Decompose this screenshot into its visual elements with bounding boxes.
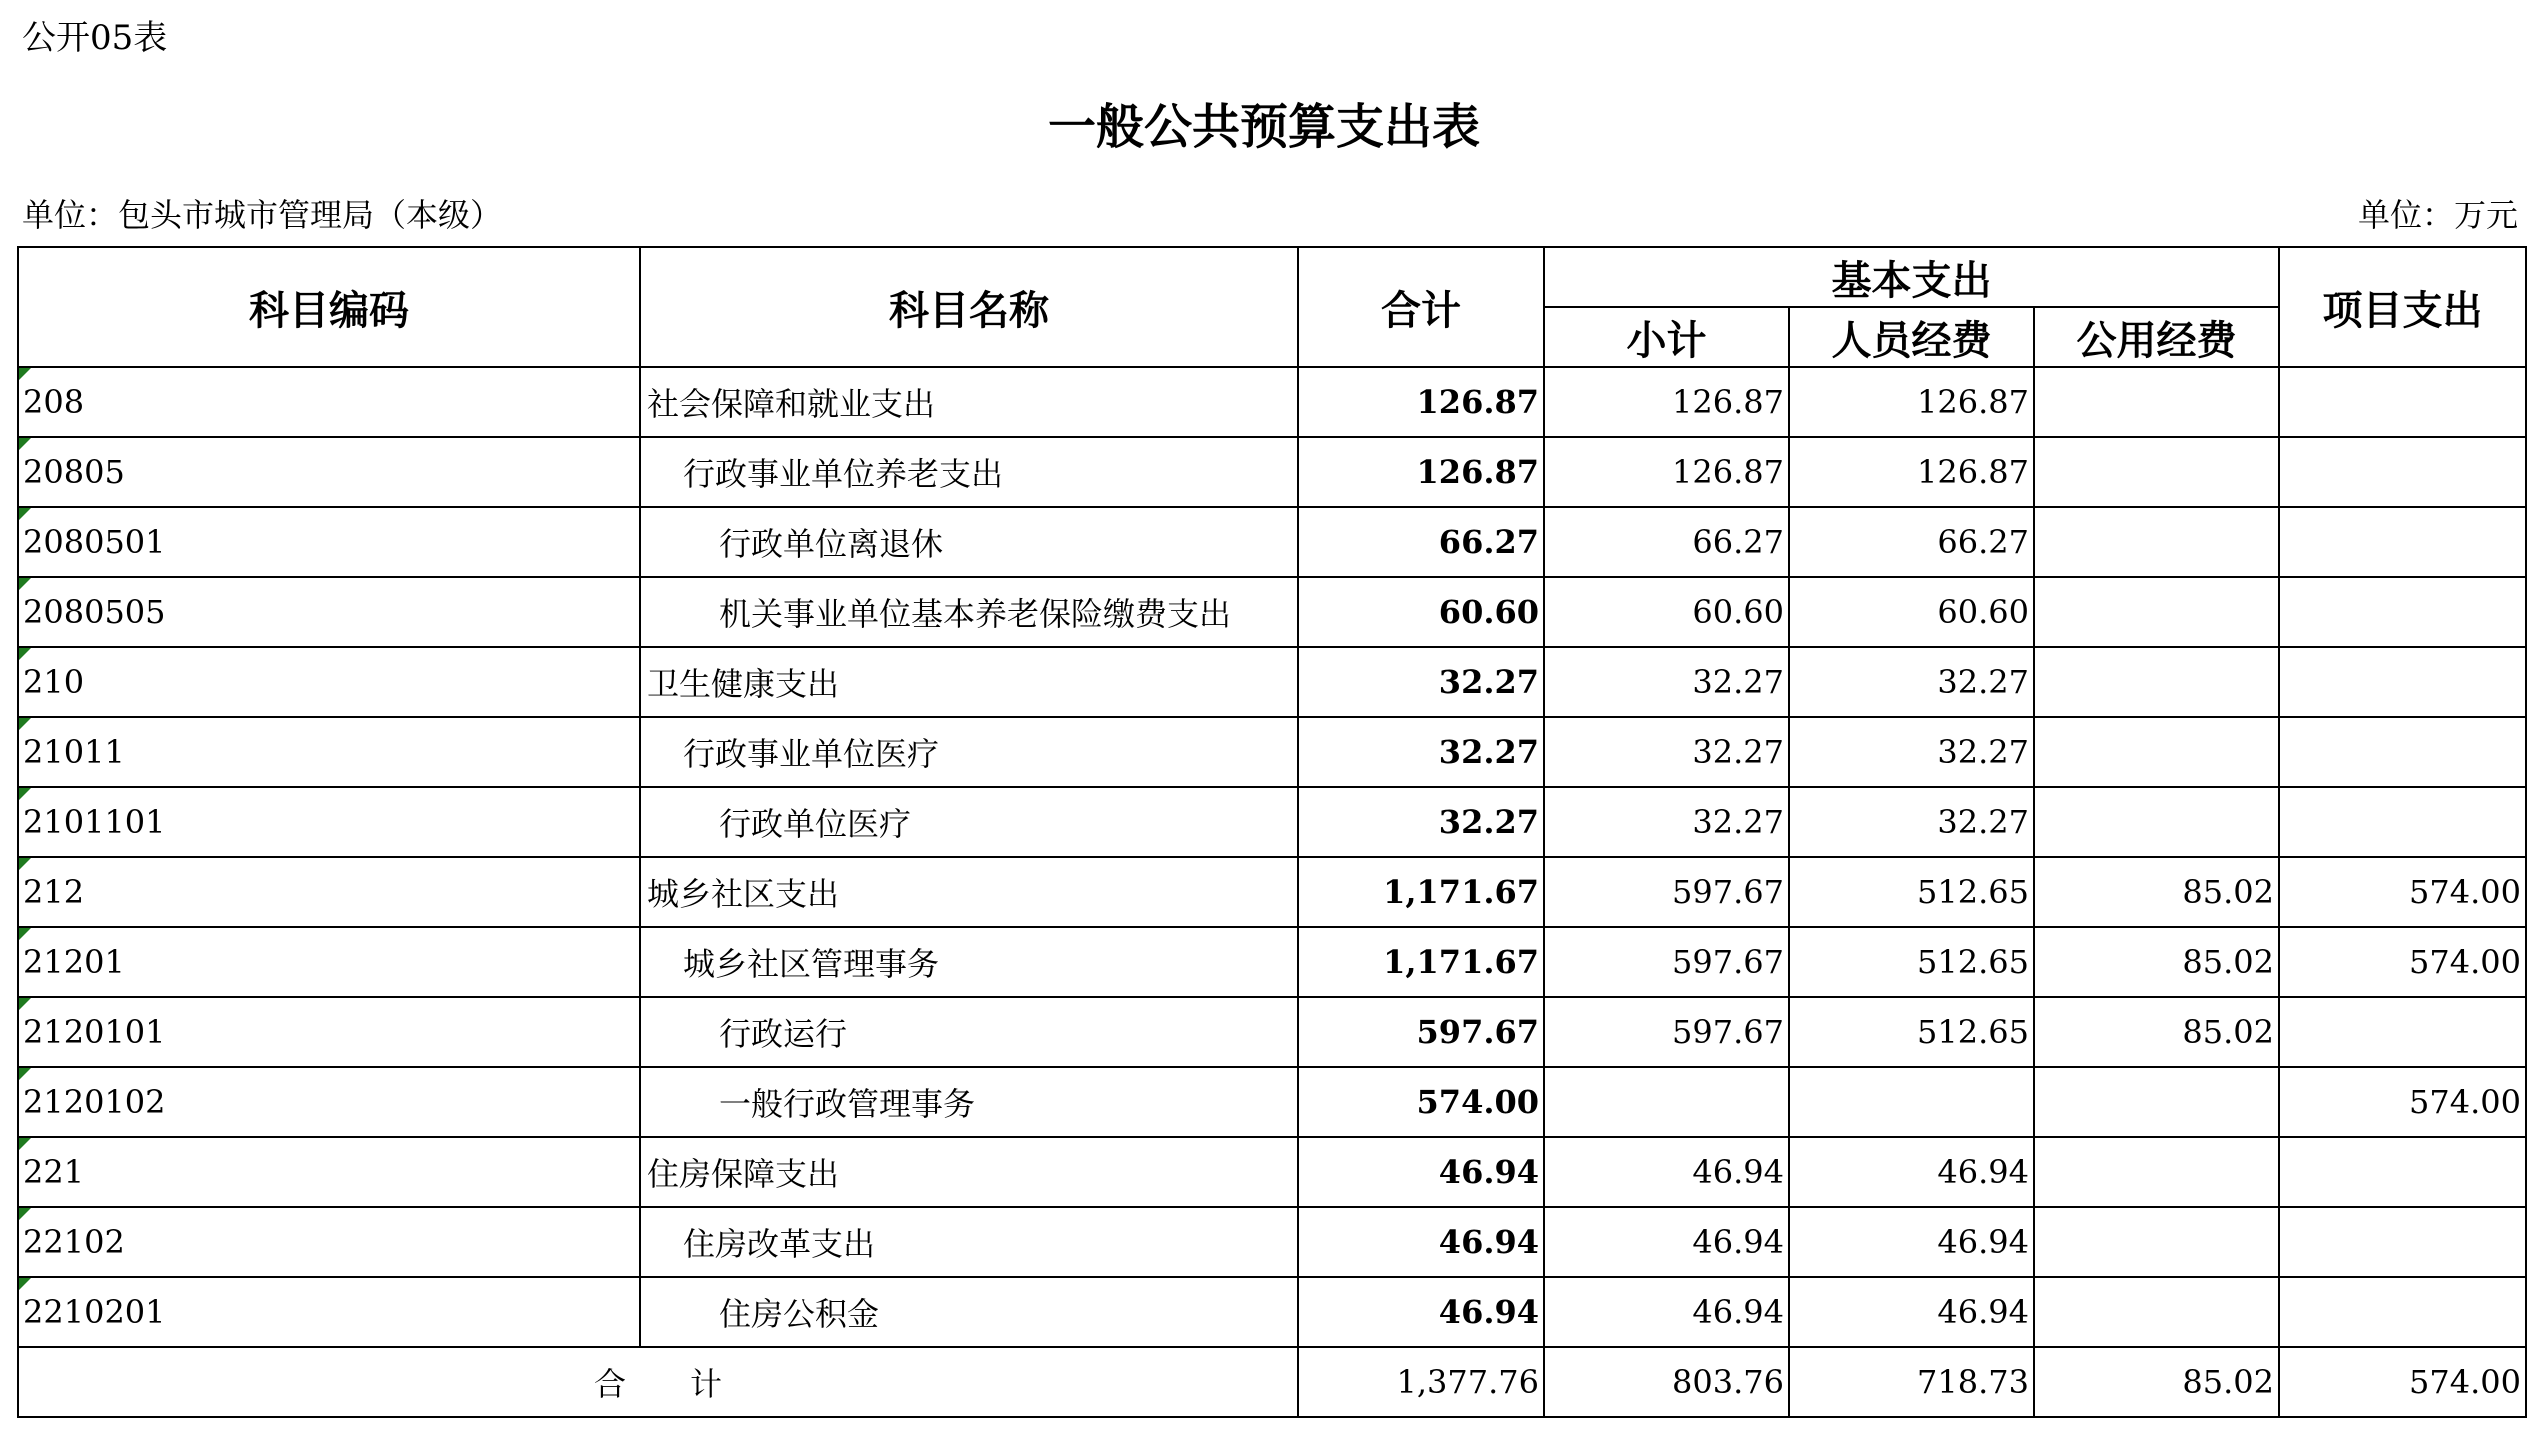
cell-public <box>2034 1277 2279 1347</box>
cell-name: 城乡社区支出 <box>640 857 1298 927</box>
cell-name: 行政事业单位医疗 <box>640 717 1298 787</box>
cell-total: 597.67 <box>1298 997 1544 1067</box>
header-public: 公用经费 <box>2034 307 2279 367</box>
header-project: 项目支出 <box>2279 247 2526 367</box>
table-row <box>18 1207 2526 1277</box>
cell-name: 社会保障和就业支出 <box>640 367 1298 437</box>
cell-subtotal: 60.60 <box>1544 577 1789 647</box>
cell-subtotal: 126.87 <box>1544 367 1789 437</box>
cell-project <box>2279 1137 2526 1207</box>
cell-public <box>2034 507 2279 577</box>
cell-public <box>2034 367 2279 437</box>
cell-project <box>2279 367 2526 437</box>
cell-total: 60.60 <box>1298 577 1544 647</box>
cell-public: 85.02 <box>2034 927 2279 997</box>
summary-public: 85.02 <box>2034 1347 2279 1417</box>
cell-subtotal: 32.27 <box>1544 787 1789 857</box>
table-row <box>18 1277 2526 1347</box>
cell-total: 1,171.67 <box>1298 927 1544 997</box>
cell-project: 574.00 <box>2279 927 2526 997</box>
table-row <box>18 1137 2526 1207</box>
table-row <box>18 367 2526 437</box>
unit-organization: 单位：包头市城市管理局（本级） <box>22 196 503 234</box>
cell-name: 住房改革支出 <box>640 1207 1298 1277</box>
cell-public: 85.02 <box>2034 857 2279 927</box>
cell-personnel: 512.65 <box>1789 927 2034 997</box>
cell-project <box>2279 577 2526 647</box>
table-row <box>18 647 2526 717</box>
cell-personnel: 60.60 <box>1789 577 2034 647</box>
cell-name: 一般行政管理事务 <box>640 1067 1298 1137</box>
table-row <box>18 577 2526 647</box>
cell-total: 32.27 <box>1298 787 1544 857</box>
cell-personnel: 32.27 <box>1789 787 2034 857</box>
cell-public <box>2034 577 2279 647</box>
cell-personnel: 66.27 <box>1789 507 2034 577</box>
header-basic: 基本支出 <box>1544 247 2279 307</box>
cell-personnel: 46.94 <box>1789 1277 2034 1347</box>
cell-code: 2210201 <box>18 1277 640 1347</box>
cell-total: 46.94 <box>1298 1137 1544 1207</box>
cell-subtotal: 46.94 <box>1544 1207 1789 1277</box>
cell-total: 32.27 <box>1298 717 1544 787</box>
cell-subtotal: 66.27 <box>1544 507 1789 577</box>
cell-name: 行政运行 <box>640 997 1298 1067</box>
cell-total: 1,171.67 <box>1298 857 1544 927</box>
cell-total: 126.87 <box>1298 437 1544 507</box>
cell-name: 卫生健康支出 <box>640 647 1298 717</box>
cell-code: 2120101 <box>18 997 640 1067</box>
cell-subtotal: 32.27 <box>1544 717 1789 787</box>
unit-currency: 单位：万元 <box>2357 196 2518 234</box>
cell-project <box>2279 1277 2526 1347</box>
page-title: 一般公共预算支出表 <box>1047 99 1480 155</box>
table-row <box>18 437 2526 507</box>
cell-code: 2080501 <box>18 507 640 577</box>
cell-subtotal: 46.94 <box>1544 1137 1789 1207</box>
table-row <box>18 857 2526 927</box>
cell-personnel: 512.65 <box>1789 857 2034 927</box>
cell-name: 行政事业单位养老支出 <box>640 437 1298 507</box>
form-number: 公开05表 <box>22 18 168 58</box>
cell-personnel: 32.27 <box>1789 717 2034 787</box>
cell-subtotal: 32.27 <box>1544 647 1789 717</box>
cell-project <box>2279 507 2526 577</box>
table-row <box>18 787 2526 857</box>
cell-code: 2120102 <box>18 1067 640 1137</box>
cell-name: 住房公积金 <box>640 1277 1298 1347</box>
header-subtotal: 小计 <box>1544 307 1789 367</box>
cell-project <box>2279 437 2526 507</box>
cell-personnel <box>1789 1067 2034 1137</box>
summary-row <box>18 1347 2526 1417</box>
budget-table <box>17 246 2527 1418</box>
cell-personnel: 126.87 <box>1789 367 2034 437</box>
cell-public <box>2034 1207 2279 1277</box>
cell-code: 212 <box>18 857 640 927</box>
cell-public <box>2034 647 2279 717</box>
cell-code: 22102 <box>18 1207 640 1277</box>
cell-name: 行政单位医疗 <box>640 787 1298 857</box>
table-row <box>18 507 2526 577</box>
cell-name: 机关事业单位基本养老保险缴费支出 <box>640 577 1298 647</box>
cell-public <box>2034 1067 2279 1137</box>
cell-public <box>2034 1137 2279 1207</box>
cell-public <box>2034 437 2279 507</box>
cell-public <box>2034 717 2279 787</box>
table-row <box>18 927 2526 997</box>
cell-name: 住房保障支出 <box>640 1137 1298 1207</box>
cell-subtotal: 597.67 <box>1544 857 1789 927</box>
cell-code: 2101101 <box>18 787 640 857</box>
cell-subtotal: 46.94 <box>1544 1277 1789 1347</box>
cell-total: 574.00 <box>1298 1067 1544 1137</box>
cell-project: 574.00 <box>2279 857 2526 927</box>
cell-code: 21201 <box>18 927 640 997</box>
cell-total: 32.27 <box>1298 647 1544 717</box>
summary-subtotal: 803.76 <box>1544 1347 1789 1417</box>
cell-personnel: 512.65 <box>1789 997 2034 1067</box>
cell-personnel: 32.27 <box>1789 647 2034 717</box>
cell-total: 46.94 <box>1298 1277 1544 1347</box>
cell-code: 20805 <box>18 437 640 507</box>
cell-code: 210 <box>18 647 640 717</box>
cell-subtotal: 597.67 <box>1544 997 1789 1067</box>
cell-code: 221 <box>18 1137 640 1207</box>
summary-total: 1,377.76 <box>1298 1347 1544 1417</box>
cell-subtotal: 126.87 <box>1544 437 1789 507</box>
cell-name: 行政单位离退休 <box>640 507 1298 577</box>
cell-project <box>2279 787 2526 857</box>
cell-subtotal <box>1544 1067 1789 1137</box>
cell-code: 21011 <box>18 717 640 787</box>
cell-personnel: 46.94 <box>1789 1207 2034 1277</box>
header-personnel: 人员经费 <box>1789 307 2034 367</box>
table-row <box>18 717 2526 787</box>
table-row <box>18 997 2526 1067</box>
cell-total: 46.94 <box>1298 1207 1544 1277</box>
cell-public: 85.02 <box>2034 997 2279 1067</box>
header-code: 科目编码 <box>18 247 640 367</box>
cell-project <box>2279 1207 2526 1277</box>
cell-name: 城乡社区管理事务 <box>640 927 1298 997</box>
header-name: 科目名称 <box>640 247 1298 367</box>
table-row <box>18 1067 2526 1137</box>
cell-public <box>2034 787 2279 857</box>
summary-project: 574.00 <box>2279 1347 2526 1417</box>
cell-personnel: 126.87 <box>1789 437 2034 507</box>
cell-total: 66.27 <box>1298 507 1544 577</box>
cell-project <box>2279 717 2526 787</box>
summary-label: 合 计 <box>18 1347 1298 1417</box>
cell-project <box>2279 647 2526 717</box>
cell-personnel: 46.94 <box>1789 1137 2034 1207</box>
cell-code: 2080505 <box>18 577 640 647</box>
cell-code: 208 <box>18 367 640 437</box>
summary-personnel: 718.73 <box>1789 1347 2034 1417</box>
cell-project <box>2279 997 2526 1067</box>
cell-project: 574.00 <box>2279 1067 2526 1137</box>
cell-total: 126.87 <box>1298 367 1544 437</box>
cell-subtotal: 597.67 <box>1544 927 1789 997</box>
header-total: 合计 <box>1298 247 1544 367</box>
